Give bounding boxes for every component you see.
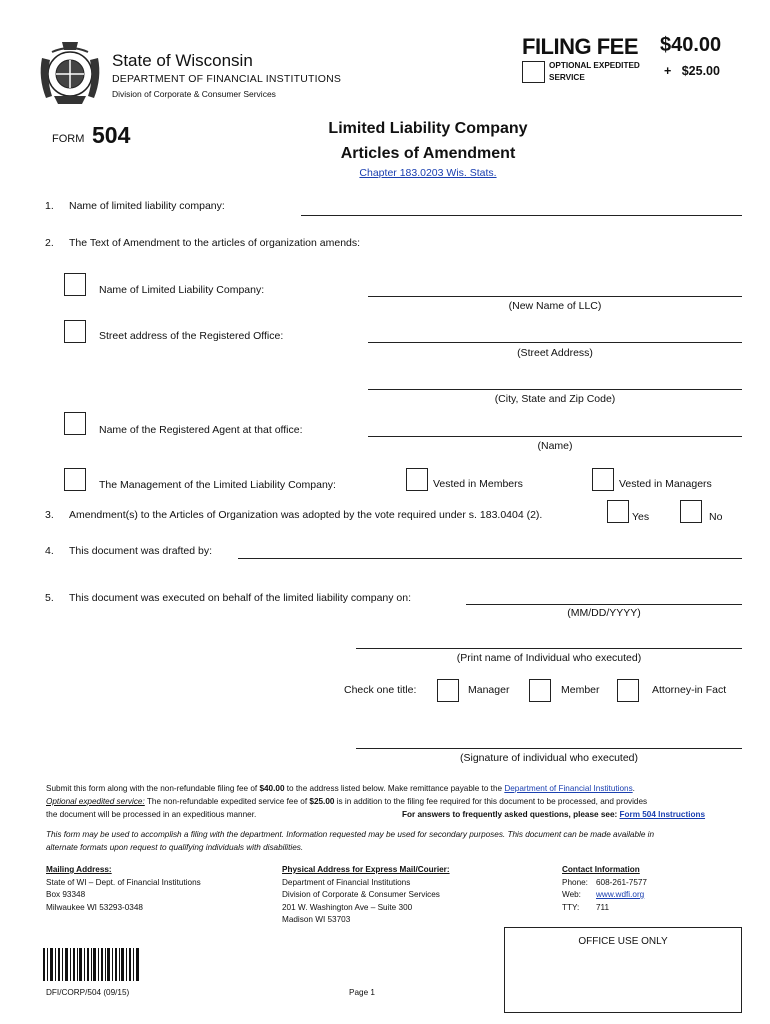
vested-managers-label: Vested in Managers	[619, 478, 712, 490]
office-use-box	[504, 927, 742, 1013]
title-attorney-checkbox[interactable]	[617, 679, 639, 702]
submit-text-a: Submit this form along with the non-refundable filing fee of	[46, 784, 260, 793]
mailing-line-1: State of WI – Dept. of Financial Institutions	[46, 877, 201, 887]
drafted-by-field[interactable]	[238, 558, 742, 559]
faq-text: For answers to frequently asked questions, please see:	[402, 810, 620, 819]
amend-agent-label: Name of the Registered Agent at that office:	[99, 424, 303, 436]
item-1-label: Name of limited liability company:	[69, 200, 225, 212]
expedited-amount: + $25.00	[664, 64, 720, 78]
mailing-heading: Mailing Address:	[46, 865, 112, 874]
vote-no-label: No	[709, 511, 723, 523]
submit-text-b: to the address listed below. Make remittance payable to the	[284, 784, 505, 793]
amend-agent-checkbox[interactable]	[64, 412, 86, 435]
division-name: Division of Corporate & Consumer Services	[112, 89, 276, 99]
filing-fee-label: FILING FEE	[522, 34, 638, 59]
title-attorney-label: Attorney-in Fact	[652, 684, 727, 696]
agent-name-field[interactable]	[368, 436, 742, 437]
amend-name-label: Name of Limited Liability Company:	[99, 284, 265, 296]
amend-street-label: Street address of the Registered Office:	[99, 330, 284, 342]
street-address-caption: (Street Address)	[517, 347, 593, 359]
expedited-heading: Optional expedited service:	[46, 797, 145, 806]
physical-line-1: Department of Financial Institutions	[282, 877, 411, 887]
item-4-label: This document was drafted by:	[69, 545, 212, 557]
physical-address	[282, 864, 450, 927]
vote-yes-checkbox[interactable]	[607, 500, 629, 523]
execution-date-caption: (MM/DD/YYYY)	[567, 607, 641, 619]
tty-value: 711	[596, 902, 610, 912]
form-number: 504	[92, 122, 131, 148]
expedited-fee: $25.00	[309, 797, 335, 806]
new-llc-name-field[interactable]	[368, 296, 742, 297]
expedited-text-b: is in addition to the filing fee required for this document to be processed, and provides	[334, 797, 648, 806]
expedited-text-a: The non-refundable expedited service fee of	[144, 797, 310, 806]
expedited-service-checkbox[interactable]	[522, 61, 545, 83]
city-state-zip-field[interactable]	[368, 389, 742, 390]
form-title-line-2: Articles of Amendment	[340, 145, 516, 162]
expedited-label-2: SERVICE	[549, 73, 585, 82]
title-manager-label: Manager	[468, 684, 510, 696]
item-4-number: 4.	[45, 545, 54, 557]
vested-members-label: Vested in Members	[433, 478, 523, 490]
statute-link[interactable]: Chapter 183.0203 Wis. Stats.	[359, 167, 497, 179]
physical-line-2: Division of Corporate & Consumer Services	[282, 890, 440, 899]
amend-street-checkbox[interactable]	[64, 320, 86, 343]
street-address-field[interactable]	[368, 342, 742, 343]
expedited-text-c: the document will be processed in an expeditious manner.	[46, 810, 257, 819]
mailing-line-3: Milwaukee WI 53293-0348	[46, 902, 143, 912]
state-name: State of Wisconsin	[112, 51, 253, 70]
amend-management-checkbox[interactable]	[64, 468, 86, 491]
item-5-number: 5.	[45, 592, 54, 604]
page-number: Page 1	[349, 988, 375, 997]
physical-heading: Physical Address for Express Mail/Courier:	[282, 865, 450, 874]
item-2-number: 2.	[45, 237, 54, 249]
new-llc-name-caption: (New Name of LLC)	[508, 300, 602, 312]
form-title-line-1: Limited Liability Company	[328, 120, 528, 137]
item-1-number: 1.	[45, 200, 54, 212]
item-5-label: This document was executed on behalf of the limited liability company on:	[69, 592, 412, 604]
agent-name-caption: (Name)	[537, 440, 573, 452]
vote-no-checkbox[interactable]	[680, 500, 702, 523]
title-member-checkbox[interactable]	[529, 679, 551, 702]
amend-name-checkbox[interactable]	[64, 273, 86, 296]
print-name-field[interactable]	[356, 648, 742, 649]
title-member-label: Member	[561, 684, 600, 696]
submit-period: .	[632, 784, 635, 793]
item-3-label: Amendment(s) to the Articles of Organization was adopted by the vote required under s. 183.0404 (2).	[69, 509, 543, 521]
contact-heading: Contact Information	[562, 865, 640, 874]
title-manager-checkbox[interactable]	[437, 679, 459, 702]
mailing-line-2: Box 93348	[46, 890, 86, 899]
physical-line-4: Madison WI 53703	[282, 915, 351, 924]
tty-label: TTY:	[562, 902, 580, 912]
signature-caption: (Signature of individual who executed)	[459, 752, 639, 764]
city-state-zip-caption: (City, State and Zip Code)	[494, 393, 616, 405]
expedited-instructions	[46, 796, 647, 809]
state-seal-icon	[36, 38, 104, 108]
submit-instructions	[46, 783, 635, 796]
item-2-label: The Text of Amendment to the articles of organization amends:	[69, 237, 361, 249]
department-name: DEPARTMENT OF FINANCIAL INSTITUTIONS	[112, 73, 342, 85]
submit-fee: $40.00	[259, 784, 285, 793]
phone-value: 608-261-7577	[596, 877, 647, 887]
amend-management-label: The Management of the Limited Liability Company:	[99, 479, 336, 491]
web-link[interactable]: www.wdfi.org	[596, 890, 645, 899]
expedited-label-1: OPTIONAL EXPEDITED	[549, 61, 640, 70]
execution-date-field[interactable]	[466, 604, 742, 605]
dfi-link[interactable]: Department of Financial Institutions	[504, 784, 633, 793]
vested-members-checkbox[interactable]	[406, 468, 428, 491]
contact-info	[562, 864, 647, 914]
office-use-label: OFFICE USE ONLY	[578, 936, 668, 947]
barcode-icon	[43, 948, 141, 981]
vote-yes-label: Yes	[632, 511, 650, 523]
physical-line-3: 201 W. Washington Ave – Suite 300	[282, 902, 413, 912]
signature-field[interactable]	[356, 748, 742, 749]
llc-name-field[interactable]	[301, 215, 742, 216]
form-label: FORM	[52, 133, 85, 145]
item-3-number: 3.	[45, 509, 54, 521]
print-name-caption: (Print name of Individual who executed)	[456, 652, 642, 664]
faq-line	[402, 809, 705, 822]
filing-fee-amount: $40.00	[660, 34, 722, 56]
check-title-label: Check one title:	[344, 684, 417, 696]
disclaimer-line-1: This form may be used to accomplish a filing with the department. Information requested may be used for secondary purposes. This document can be made available in	[46, 830, 655, 839]
web-label: Web:	[562, 890, 581, 899]
mailing-address	[46, 864, 201, 914]
form-code: DFI/CORP/504 (09/15)	[46, 988, 130, 997]
faq-link[interactable]: Form 504 Instructions	[619, 810, 706, 819]
phone-label: Phone:	[562, 877, 588, 887]
disclaimer-line-2: alternate formats upon request to qualifying individuals with disabilities.	[46, 843, 304, 852]
vested-managers-checkbox[interactable]	[592, 468, 614, 491]
